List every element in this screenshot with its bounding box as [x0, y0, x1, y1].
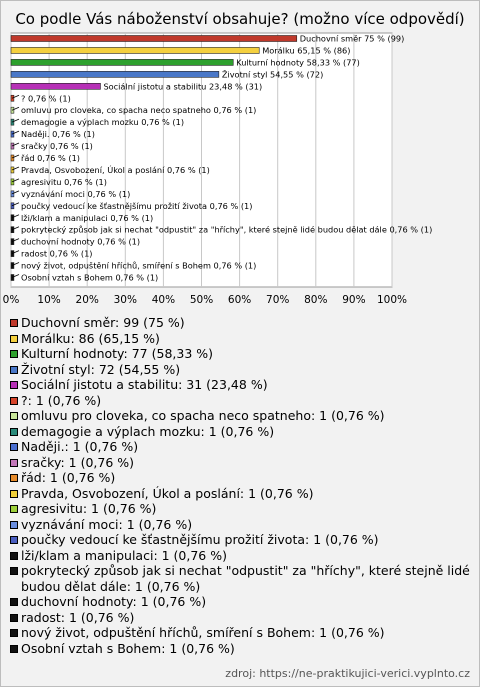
- bar: [11, 47, 259, 53]
- legend-swatch: [10, 412, 18, 420]
- legend-label: radost: 1 (0,76 %): [21, 609, 135, 625]
- x-tick-label: 80%: [304, 294, 328, 306]
- legend-label: Pravda, Osvobození, Úkol a poslání: 1 (0,76 %): [21, 485, 314, 501]
- bar-label: Životní styl 54,55 % (72): [221, 69, 324, 80]
- legend-label: Osobní vztah s Bohem: 1 (0,76 %): [21, 640, 235, 656]
- legend-label: Sociální jistotu a stabilitu: 31 (23,48 %): [21, 377, 268, 392]
- bar-label: lži/klam a manipulaci 0,76 % (1): [21, 212, 154, 223]
- legend-swatch: [10, 645, 18, 653]
- legend-item: [10, 517, 472, 533]
- legend-item: [10, 393, 472, 409]
- legend-item: [10, 563, 472, 594]
- legend-item: [10, 594, 472, 610]
- legend-item: [10, 439, 472, 455]
- legend-swatch: [10, 521, 18, 529]
- legend-label: lži/klam a manipulaci: 1 (0,76 %): [21, 547, 227, 563]
- bar: [11, 71, 219, 77]
- bar-label: ? 0,76 % (1): [21, 93, 71, 104]
- legend-label: vyznávání moci: 1 (0,76 %): [21, 516, 193, 532]
- bar-label: agresivitu 0,76 % (1): [21, 176, 107, 187]
- bar-label: pokrytecký způsob jak si nechat "odpustit" za "hříchy", které stejně lidé budou dělat dále 0,76 % (1): [21, 224, 433, 235]
- legend-label: poučky vedoucí ke šťastnějšímu prožití života: 1 (0,76 %): [21, 532, 379, 547]
- chart-title: Co podle Vás náboženství obsahuje? (možno více odpovědí): [15, 10, 465, 28]
- legend-swatch: [10, 350, 18, 358]
- legend-label: demagogie a výplach mozku: 1 (0,76 %): [21, 423, 275, 439]
- bar-label: Kulturní hodnoty 58,33 % (77): [236, 57, 360, 68]
- legend-item: [10, 470, 472, 486]
- legend-swatch: [10, 381, 18, 389]
- legend-swatch: [10, 490, 18, 498]
- legend-label: Naději.: 1 (0,76 %): [21, 439, 139, 454]
- legend-item: [10, 315, 472, 331]
- legend-label: Kulturní hodnoty: 77 (58,33 %): [21, 346, 213, 361]
- bar: [11, 36, 297, 42]
- bar-label: radost 0,76 % (1): [21, 248, 93, 259]
- legend-item: [10, 362, 472, 378]
- bar: [11, 83, 100, 89]
- legend-label: Životní styl: 72 (54,55 %): [21, 361, 181, 377]
- bar-label: řád 0,76 % (1): [21, 153, 80, 163]
- legend-swatch: [10, 552, 18, 560]
- x-tick-label: 10%: [37, 294, 61, 306]
- x-tick-label: 0%: [2, 294, 20, 306]
- legend-item: [10, 455, 472, 471]
- legend-swatch: [10, 598, 18, 606]
- x-tick-label: 90%: [342, 294, 366, 306]
- legend-swatch: [10, 319, 18, 327]
- legend-swatch: [10, 536, 18, 544]
- legend-item: [10, 548, 472, 564]
- legend-item: [10, 408, 472, 424]
- x-tick-label: 40%: [151, 294, 176, 306]
- legend-swatch: [10, 459, 18, 467]
- bar-label: nový život, odpuštění hříchů, smíření s Bohem 0,76 % (1): [21, 260, 257, 271]
- legend-label: ?: 1 (0,76 %): [21, 392, 102, 408]
- bar-label: Pravda, Osvobození, Úkol a poslání 0,76 % (1): [21, 164, 210, 175]
- legend-item: [10, 486, 472, 502]
- legend-label: pokrytecký způsob jak si nechat "odpustit" za "hříchy", které stejně lidé budou dělat dále: 1 (0,76 %): [21, 563, 470, 594]
- bar-label: vyznávání moci 0,76 % (1): [21, 188, 131, 199]
- bar-label: poučky vedoucí ke šťastnějšímu prožití života 0,76 % (1): [21, 200, 253, 211]
- bar-label: Osobní vztah s Bohem 0,76 % (1): [21, 272, 159, 283]
- legend-item: [10, 532, 472, 548]
- legend-swatch: [10, 567, 18, 575]
- legend-swatch: [10, 443, 18, 451]
- bar-chart: [0, 0, 480, 310]
- legend-swatch: [10, 366, 18, 374]
- bar-label: duchovní hodnoty 0,76 % (1): [21, 236, 141, 247]
- bar-label: Morálku 65,15 % (86): [262, 45, 351, 56]
- legend-item: [10, 377, 472, 393]
- x-tick-label: 70%: [266, 294, 290, 306]
- legend-label: omluvu pro cloveka, co spacha neco spatneho: 1 (0,76 %): [21, 408, 385, 423]
- bar-label: demagogie a výplach mozku 0,76 % (1): [21, 117, 185, 128]
- bar: [11, 59, 233, 65]
- legend-swatch: [10, 397, 18, 405]
- legend-swatch: [10, 335, 18, 343]
- bar-label: sračky 0,76 % (1): [21, 141, 93, 152]
- legend-label: nový život, odpuštění hříchů, smíření s Bohem: 1 (0,76 %): [21, 625, 385, 640]
- legend-item: [10, 331, 472, 347]
- legend-item: [10, 346, 472, 362]
- chart-legend: [10, 315, 472, 656]
- legend-item: [10, 501, 472, 517]
- source-note: zdroj: https://ne-praktikujici-verici.vyplnto.cz: [225, 667, 470, 680]
- legend-label: agresivitu: 1 (0,76 %): [21, 501, 157, 516]
- bar-label: Naději. 0,76 % (1): [21, 129, 95, 140]
- legend-swatch: [10, 474, 18, 482]
- x-axis-ticks: [3, 294, 407, 306]
- legend-label: řád: 1 (0,76 %): [21, 470, 116, 485]
- legend-item: [10, 625, 472, 641]
- x-tick-label: 100%: [376, 294, 408, 306]
- bar-label: Sociální jistotu a stabilitu 23,48 % (31): [103, 81, 263, 92]
- legend-swatch: [10, 614, 18, 622]
- x-tick-label: 50%: [189, 294, 214, 306]
- legend-item: [10, 610, 472, 626]
- x-tick-label: 30%: [113, 294, 137, 306]
- bar-label: Duchovní směr 75 % (99): [299, 33, 405, 44]
- legend-item: [10, 641, 472, 657]
- legend-swatch: [10, 428, 18, 436]
- legend-label: Morálku: 86 (65,15 %): [21, 330, 160, 346]
- legend-label: Duchovní směr: 99 (75 %): [21, 315, 185, 330]
- x-tick-label: 20%: [75, 294, 99, 306]
- legend-label: duchovní hodnoty: 1 (0,76 %): [21, 594, 207, 609]
- x-tick-label: 60%: [227, 294, 252, 306]
- legend-label: sračky: 1 (0,76 %): [21, 454, 135, 470]
- legend-item: [10, 424, 472, 440]
- bar-label: omluvu pro cloveka, co spacha neco spatneho 0,76 % (1): [21, 105, 257, 116]
- legend-swatch: [10, 505, 18, 513]
- legend-swatch: [10, 629, 18, 637]
